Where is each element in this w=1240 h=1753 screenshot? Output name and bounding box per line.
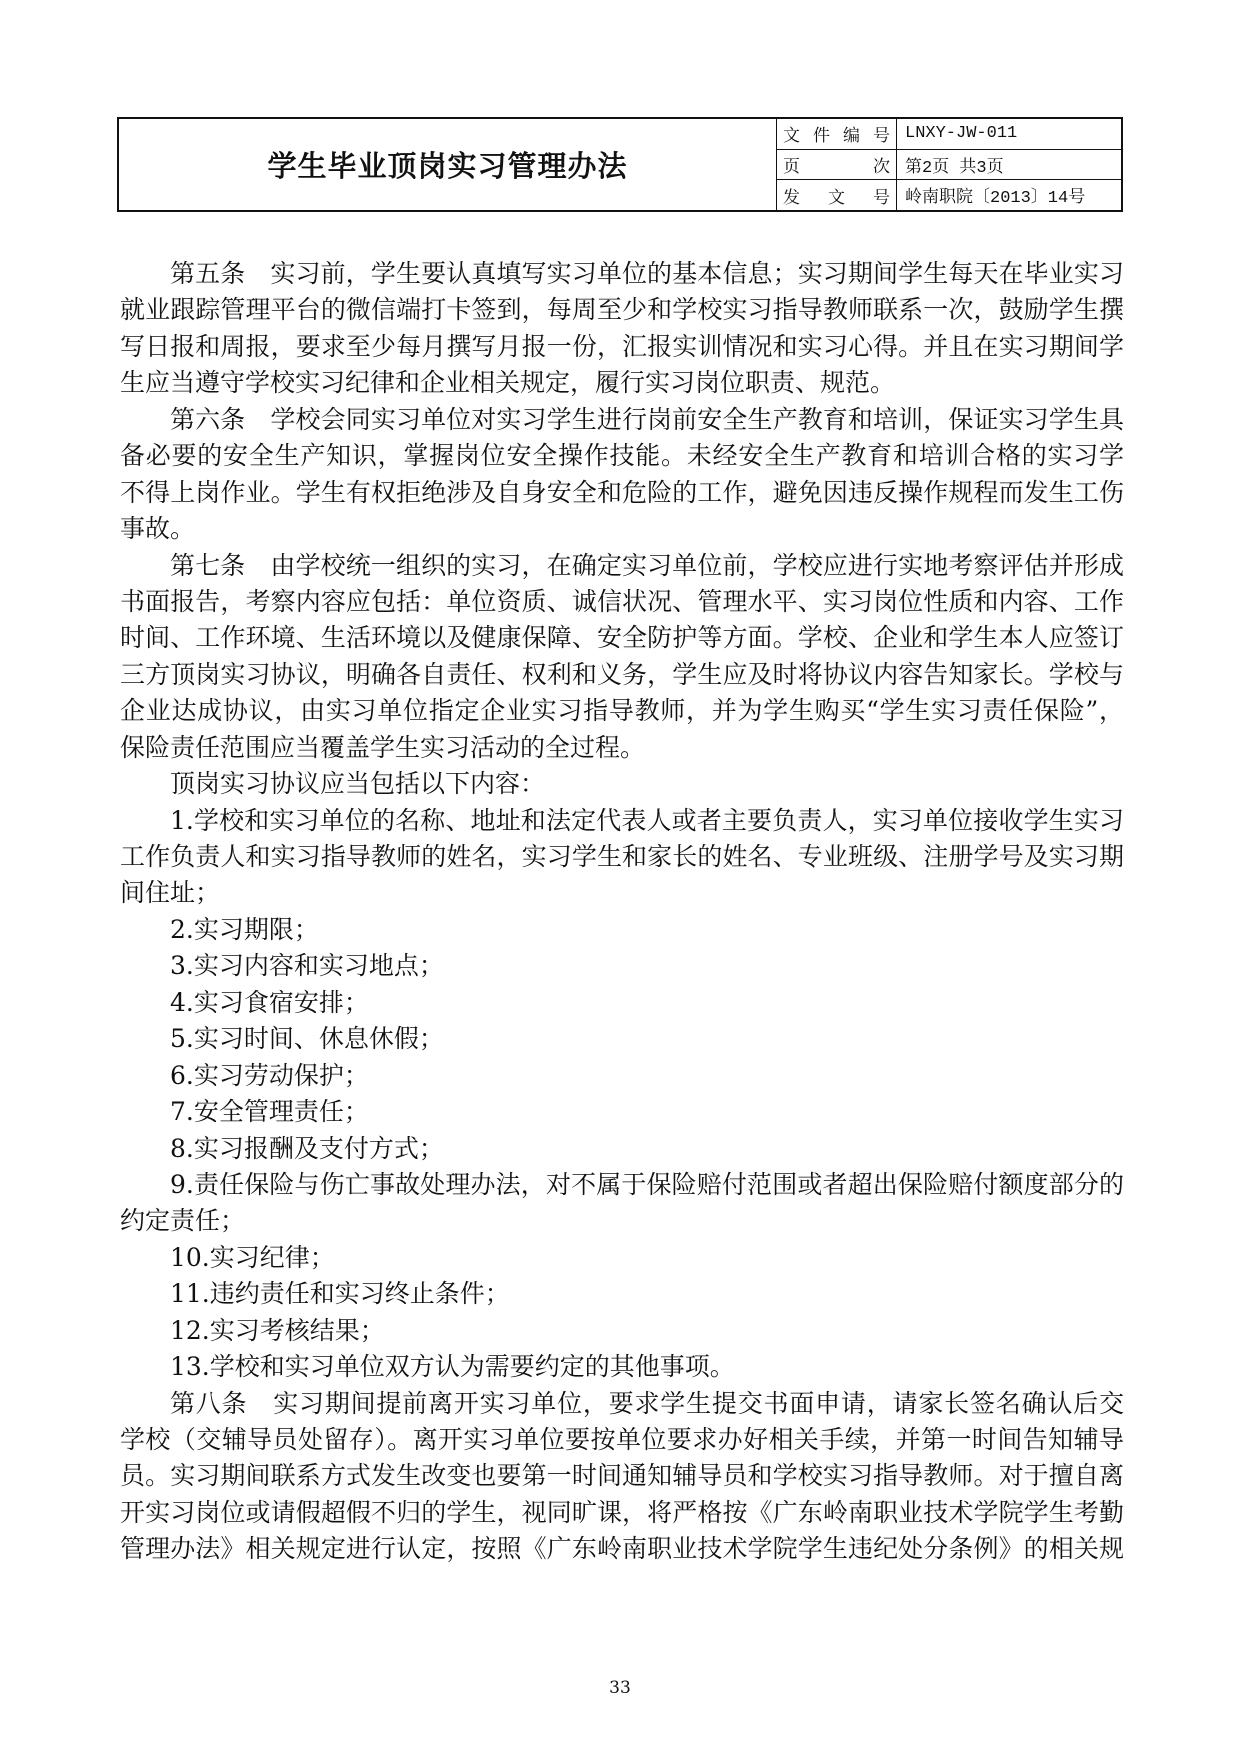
text-line: 1.学校和实习单位的名称、地址和法定代表人或者主要负责人，实习单位接收学生实习: [170, 805, 1124, 835]
text-line: 不得上岗作业。学生有权拒绝涉及自身安全和危险的工作，避免因违反操作规程而发生工伤: [120, 477, 1124, 507]
paragraph: [120, 1386, 1124, 1568]
meta-label: 发文号: [783, 187, 890, 208]
text-line: 顶岗实习协议应当包括以下内容：: [170, 769, 546, 799]
meta-value: LNXY-JW-011: [905, 124, 1018, 144]
text-line: 8.实习报酬及支付方式；: [170, 1133, 444, 1163]
text-line: 约定责任；: [120, 1206, 246, 1236]
document-header-table: [117, 117, 1123, 212]
paragraph: [120, 548, 1124, 767]
text-line: 3.实习内容和实习地点；: [170, 951, 444, 981]
paragraph: [120, 766, 1124, 802]
text-line: 6.实习劳动保护；: [170, 1060, 369, 1090]
meta-row-file-number: [777, 119, 1121, 150]
document-body: [120, 256, 1124, 1568]
document-title: 学生毕业顶岗实习管理办法: [119, 119, 777, 210]
paragraph: [120, 1131, 1124, 1167]
meta-row-page: [777, 150, 1121, 181]
text-line: 三方顶岗实习协议，明确各自责任、权利和义务，学生应及时将协议内容告知家长。学校与: [120, 659, 1124, 689]
meta-value: 岭南职院〔2013〕14号: [905, 189, 1086, 209]
text-line: 第五条 实习前，学生要认真填写实习单位的基本信息；实习期间学生每天在毕业实习: [170, 259, 1124, 288]
text-line: 2.实习期限；: [170, 914, 319, 944]
paragraph: [120, 256, 1124, 402]
text-line: 7.安全管理责任；: [170, 1097, 369, 1127]
text-line: 备必要的安全生产知识，掌握岗位安全操作技能。未经安全生产教育和培训合格的实习学: [120, 441, 1124, 471]
text-line: 写日报和周报，要求至少每月撰写月报一份，汇报实训情况和实习心得。并且在实习期间学: [120, 331, 1124, 361]
page-number: 33: [609, 1678, 631, 1698]
text-line: 工作负责人和实习指导教师的姓名，实习学生和家长的姓名、专业班级、注册学号及实习期: [120, 842, 1124, 871]
meta-label: 页次: [783, 157, 890, 177]
paragraph: [120, 912, 1124, 948]
text-line: 时间、工作环境、生活环境以及健康保障、安全防护等方面。学校、企业和学生本人应签订: [120, 623, 1124, 653]
paragraph: [120, 1021, 1124, 1057]
text-line: 9.责任保险与伤亡事故处理办法，对不属于保险赔付范围或者超出保险赔付额度部分的: [170, 1169, 1124, 1199]
document-meta-table: [777, 119, 1121, 210]
paragraph: [120, 1058, 1124, 1094]
text-line: 11.违约责任和实习终止条件；: [170, 1279, 510, 1309]
paragraph: [120, 803, 1124, 912]
text-line: 保险责任范围应当覆盖学生实习活动的全过程。: [120, 732, 646, 762]
paragraph: [120, 402, 1124, 548]
text-line: 13.学校和实习单位双方认为需要约定的其他事项。: [170, 1352, 735, 1382]
text-line: 4.实习食宿安排；: [170, 987, 369, 1017]
text-line: 5.实习时间、休息休假；: [170, 1024, 444, 1054]
paragraph: [120, 1240, 1124, 1276]
paragraph: [120, 1313, 1124, 1349]
paragraph: [120, 1276, 1124, 1312]
text-line: 第八条 实习期间提前离开实习单位，要求学生提交书面申请，请家长签名确认后交: [170, 1388, 1124, 1418]
text-line: 事故。: [120, 514, 196, 544]
text-line: 学校（交辅导员处留存）。离开实习单位要按单位要求办好相关手续，并第一时间告知辅导: [120, 1425, 1124, 1454]
paragraph: [120, 1349, 1124, 1385]
text-line: 开实习岗位或请假超假不归的学生，视同旷课，将严格按《广东岭南职业技术学院学生考勤: [120, 1497, 1124, 1527]
meta-label: 文件编号: [783, 126, 890, 147]
text-line: 管理办法》相关规定进行认定，按照《广东岭南职业技术学院学生违纪处分条例》的相关规: [120, 1534, 1124, 1564]
text-line: 第六条 学校会同实习单位对实习学生进行岗前安全生产教育和培训，保证实习学生具: [170, 404, 1124, 434]
text-line: 间住址；: [120, 878, 221, 908]
paragraph: [120, 1167, 1124, 1240]
paragraph: [120, 985, 1124, 1021]
text-line: 就业跟踪管理平台的微信端打卡签到，每周至少和学校实习指导教师联系一次，鼓励学生撰: [120, 295, 1124, 325]
meta-row-doc-number: [777, 180, 1121, 210]
text-line: 第七条 由学校统一组织的实习，在确定实习单位前，学校应进行实地考察评估并形成: [170, 550, 1124, 580]
text-line: 10.实习纪律；: [170, 1242, 335, 1272]
text-line: 12.实习考核结果；: [170, 1315, 385, 1345]
paragraph: [120, 1094, 1124, 1130]
text-line: 企业达成协议，由实习单位指定企业实习指导教师，并为学生购买“学生实习责任保险”，: [120, 696, 1124, 726]
text-line: 生应当遵守学校实习纪律和企业相关规定，履行实习岗位职责、规范。: [120, 368, 896, 398]
text-line: 员。实习期间联系方式发生改变也要第一时间通知辅导员和学校实习指导教师。对于擅自离: [120, 1461, 1124, 1491]
text-line: 书面报告，考察内容应包括：单位资质、诚信状况、管理水平、实习岗位性质和内容、工作: [120, 586, 1124, 616]
paragraph: [120, 948, 1124, 984]
meta-value: 第2页 共3页: [905, 158, 1004, 178]
